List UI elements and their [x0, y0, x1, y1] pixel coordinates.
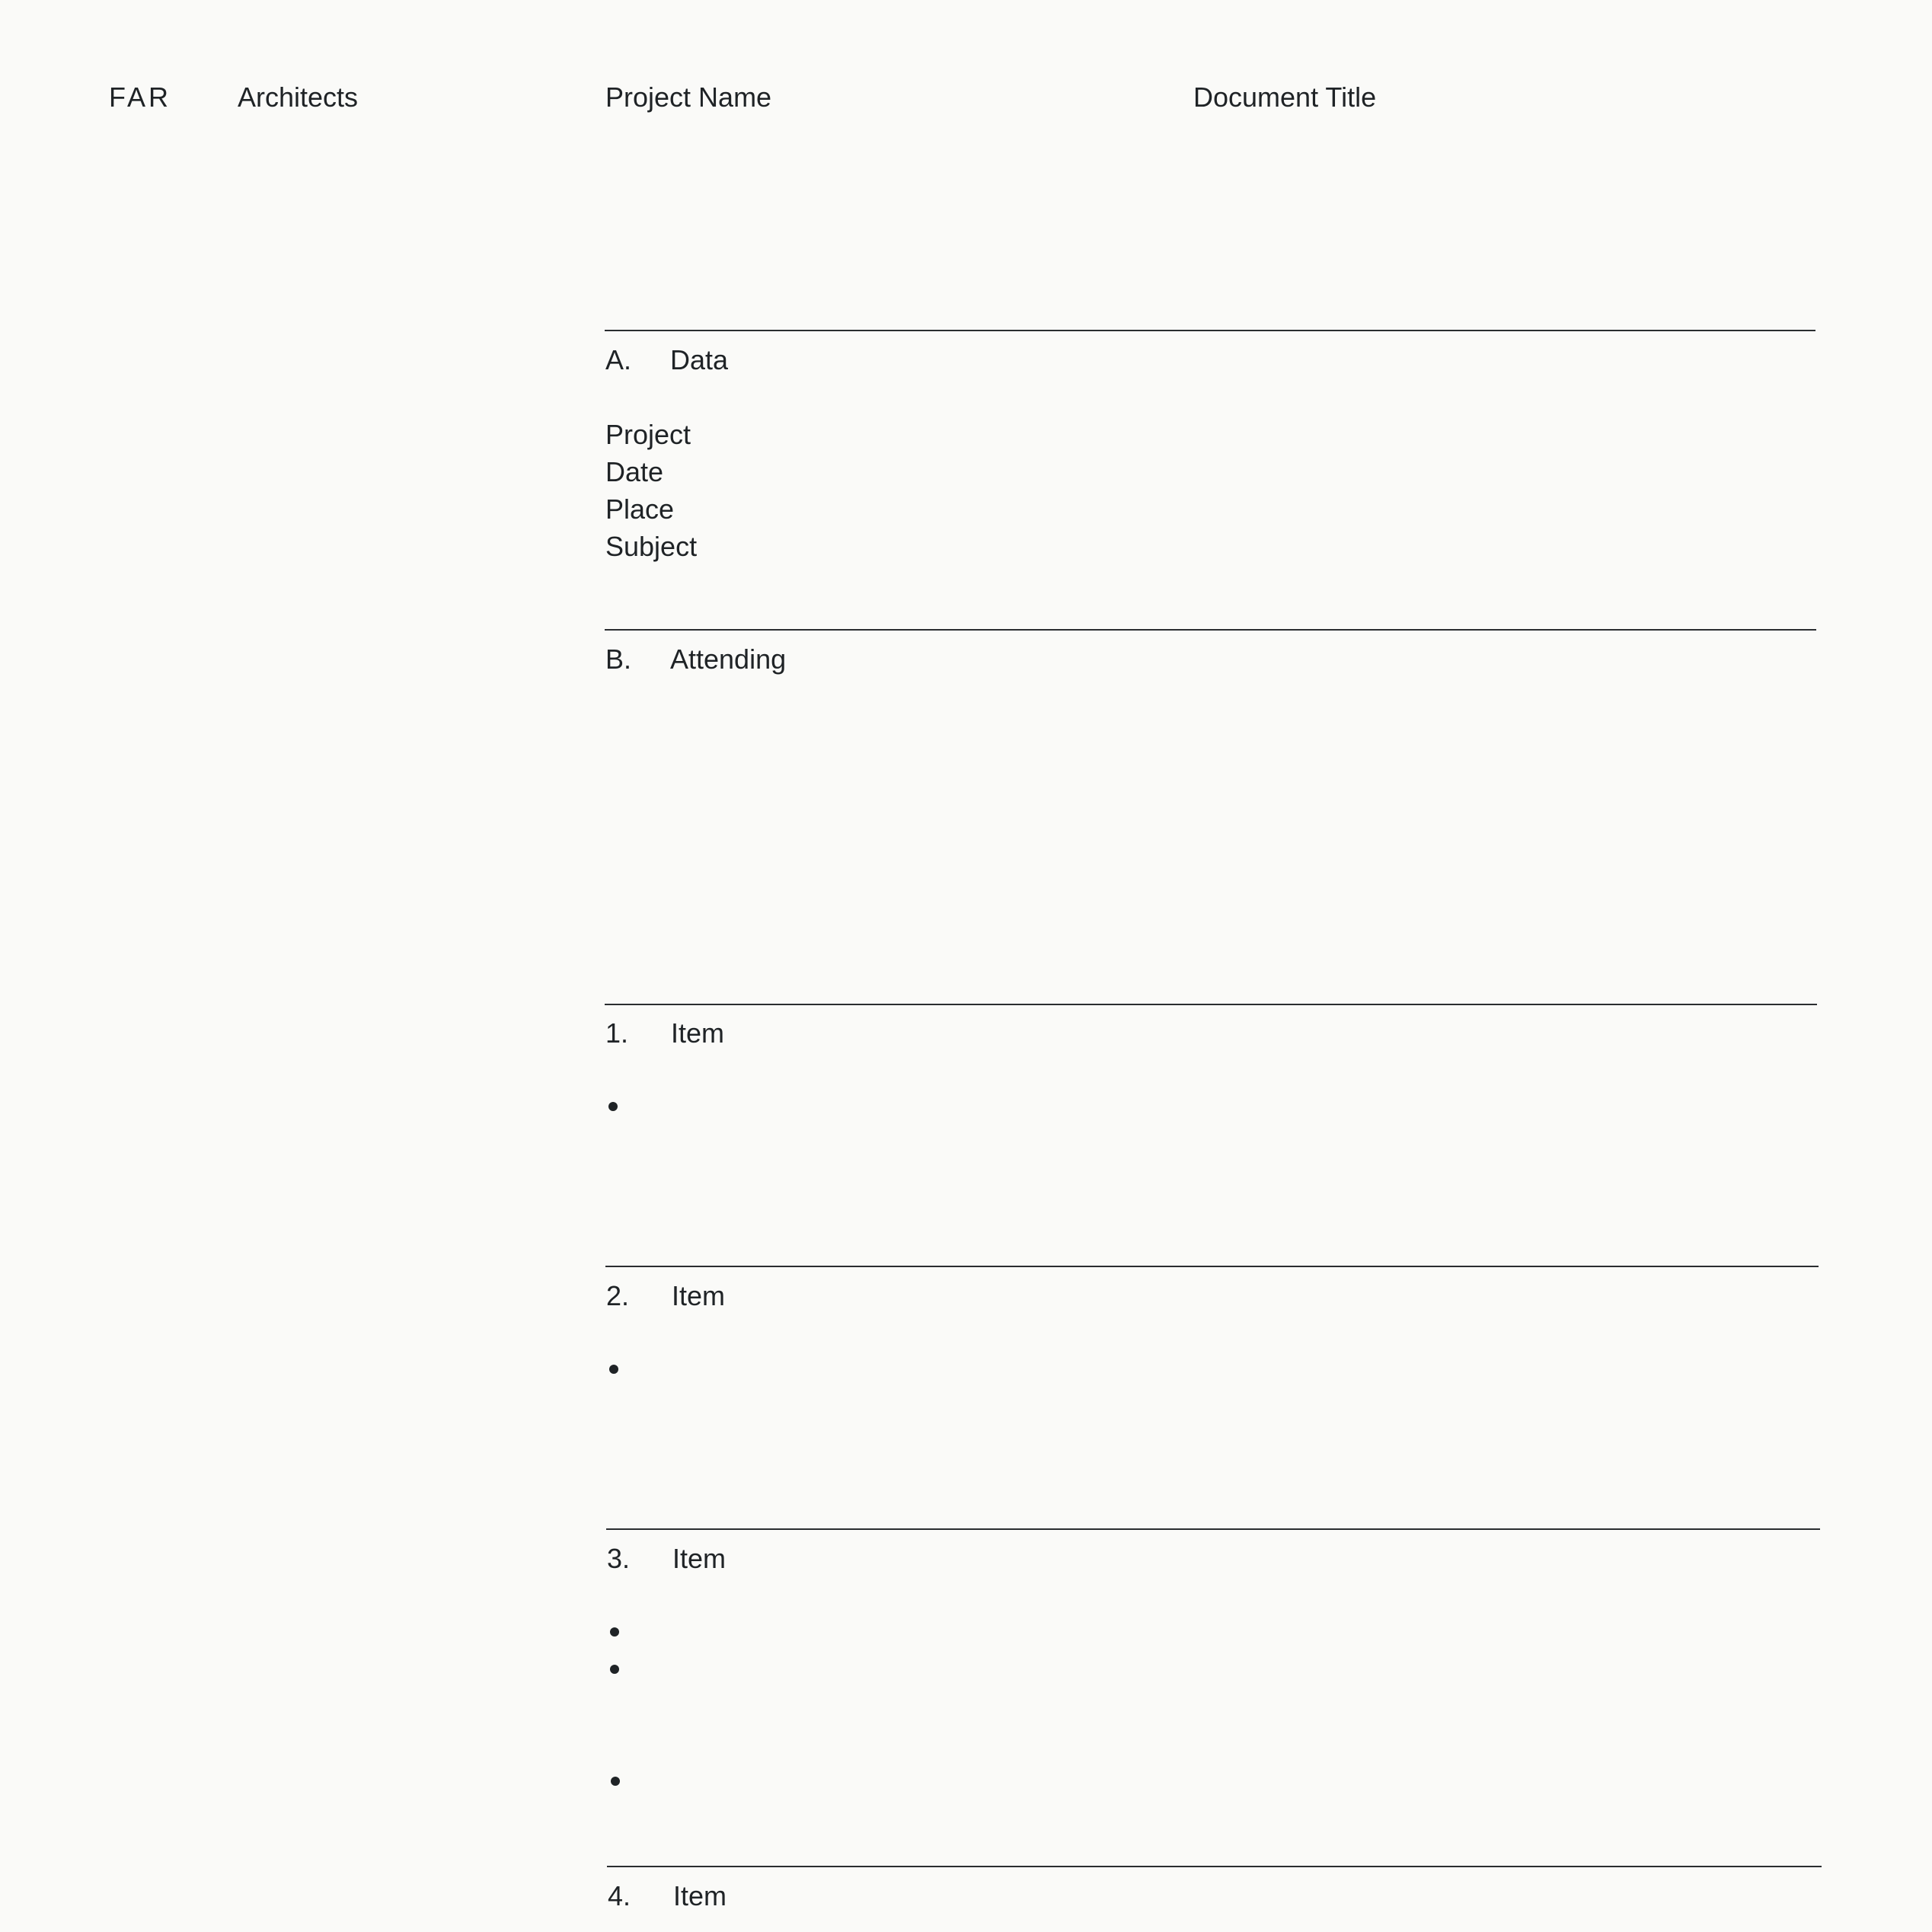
data-field-place: Place: [605, 493, 675, 525]
item-1-title: Item: [671, 1017, 725, 1049]
data-field-date: Date: [605, 456, 664, 487]
section-divider: [605, 330, 1815, 331]
item-3-number: 3.: [607, 1543, 631, 1574]
bullet-point: [609, 1365, 618, 1374]
document-title-heading: Document Title: [1193, 81, 1377, 113]
data-field-subject: Subject: [605, 531, 698, 562]
firm-name: Architects: [238, 81, 359, 113]
item-2-number: 2.: [606, 1280, 630, 1311]
project-name-heading: Project Name: [605, 81, 772, 113]
section-divider: [607, 1866, 1822, 1867]
bullet-point: [611, 1777, 620, 1786]
data-fields-list: [605, 416, 697, 565]
bullet-point: [608, 1102, 618, 1111]
section-b-title: Attending: [670, 643, 787, 675]
section-a-title: Data: [670, 344, 729, 375]
bullet-point: [610, 1665, 619, 1674]
section-a-number: A.: [605, 344, 632, 375]
item-4-number: 4.: [608, 1880, 631, 1911]
item-4-title: Item: [673, 1880, 727, 1911]
section-divider: [605, 629, 1816, 631]
section-divider: [605, 1266, 1819, 1267]
item-2-title: Item: [672, 1280, 726, 1311]
section-divider: [605, 1004, 1817, 1005]
item-1-number: 1.: [605, 1017, 629, 1049]
section-divider: [606, 1528, 1820, 1530]
brand-mark: FAR: [109, 81, 172, 113]
item-3-title: Item: [672, 1543, 726, 1574]
data-field-project: Project: [605, 419, 691, 450]
section-b-number: B.: [605, 643, 632, 675]
bullet-point: [610, 1627, 619, 1637]
